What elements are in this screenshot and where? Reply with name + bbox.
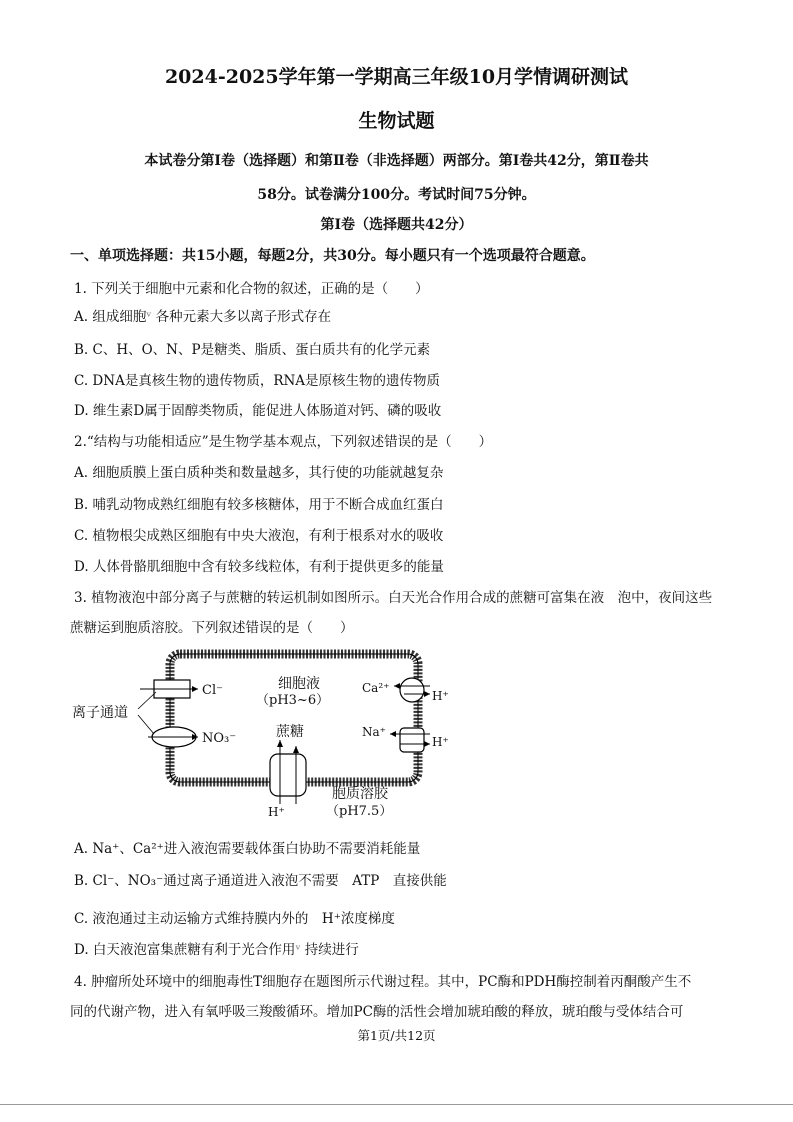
q3-option-b: B. Cl⁻、NO₃⁻通过离子通道进入液泡不需要 ATP 直接供能 <box>74 873 447 889</box>
q2-stem: 2.“结构与功能相适应”是生物学基本观点，下列叙述错误的是（ ） <box>74 434 493 450</box>
q4-line-2: 同的代谢产物，进入有氧呼吸三羧酸循环。增加PC酶的活性会增加琥珀酸的释放，琥珀酸与受体结合可 <box>70 1004 684 1020</box>
bottom-rule <box>0 1104 793 1105</box>
q1-option-a-start: A. 组成细胞 <box>74 309 147 325</box>
cell-sap-label: 细胞液 <box>278 676 320 692</box>
part1-heading: 一、单项选择题：共15小题，每题2分，共30分。每小题只有一个选项最符合题意。 <box>70 248 595 264</box>
ion-channel-label: 离子通道 <box>72 705 128 721</box>
q1-option-b: B. C、H、O、N、P是糖类、脂质、蛋白质共有的化学元素 <box>74 342 431 358</box>
q3-option-d: D. 白天液泡富集蔗糖有利于光合作用ᵛ 持续进行 <box>74 942 359 958</box>
sucrose-h-label: H⁺ <box>268 805 285 819</box>
cytosol-label: 胞质溶胶 <box>332 786 388 802</box>
na-label: Na⁺ <box>362 725 386 739</box>
q3-stem-line-1: 3. 植物液泡中部分离子与蔗糖的转运机制如图所示。白天光合作用合成的蔗糖可富集在液 泡中，夜间这些 <box>74 590 713 606</box>
q4-line-1: 4. 肿瘤所处环境中的细胞毒性T细胞存在题图所示代谢过程。其中，PC酶和PDH酶控制着丙酮酸产生不 <box>74 974 692 990</box>
vacuole-transport-diagram <box>70 642 449 822</box>
q1-option-a: A. 组成细胞ᵛ 各种元素大多以离子形式存在 <box>74 309 332 325</box>
q3-option-d-start: D. 白天液泡富集蔗糖有利于光合作用 <box>74 942 296 958</box>
q2-option-b: B. 哺乳动物成熟红细胞有较多核糖体，用于不断合成血红蛋白 <box>74 497 444 513</box>
ca-label: Ca²⁺ <box>362 681 390 695</box>
intro-line-2: 58分。试卷满分100分。考试时间75分钟。 <box>257 187 536 203</box>
sucrose-label: 蔗糖 <box>276 724 304 740</box>
na-h-antiporter <box>390 728 430 752</box>
section-heading: 第Ⅰ卷（选择题共42分） <box>320 217 473 233</box>
exam-title: 2024-2025学年第一学期高三年级10月学情调研测试 <box>164 66 629 88</box>
no3-channel <box>148 727 198 747</box>
na-h-label: H⁺ <box>432 735 449 749</box>
ca-h-label: H⁺ <box>432 689 449 703</box>
q1-stem: 1. 下列关于细胞中元素和化合物的叙述，正确的是（ ） <box>74 281 429 297</box>
q3-option-c: C. 液泡通过主动运输方式维持膜内外的 H⁺浓度梯度 <box>74 911 395 927</box>
q1-option-c: C. DNA是真核生物的遗传物质，RNA是原核生物的遗传物质 <box>74 373 441 389</box>
sucrose-transporter <box>270 740 306 804</box>
exam-subject: 生物试题 <box>358 110 435 132</box>
q3-stem-line-2: 蔗糖运到胞质溶胶。下列叙述错误的是（ ） <box>70 620 354 636</box>
q2-option-c: C. 植物根尖成熟区细胞有中央大液泡，有利于根系对水的吸收 <box>74 528 444 544</box>
cytosol-ph: （pH7.5） <box>326 804 393 819</box>
intro-line-1: 本试卷分第Ⅰ卷（选择题）和第Ⅱ卷（非选择题）两部分。第Ⅰ卷共42分，第Ⅱ卷共 <box>144 153 649 169</box>
no3-label: NO₃⁻ <box>202 731 237 746</box>
cl-channel <box>140 680 198 698</box>
cell-sap-ph: （pH3~6） <box>256 693 330 708</box>
ca-h-antiporter <box>394 678 430 702</box>
q2-option-a: A. 细胞质膜上蛋白质种类和数量越多，其行使的功能就越复杂 <box>74 465 444 481</box>
q3-option-d-end: 持续进行 <box>304 942 359 958</box>
q3-option-a: A. Na⁺、Ca²⁺进入液泡需要载体蛋白协助不需要消耗能量 <box>74 841 421 857</box>
q1-option-d: D. 维生素D属于固醇类物质，能促进人体肠道对钙、磷的吸收 <box>74 403 442 419</box>
q2-option-d: D. 人体骨骼肌细胞中含有较多线粒体，有利于提供更多的能量 <box>74 559 444 575</box>
q1-option-a-end: 各种元素大多以离子形式存在 <box>155 309 332 325</box>
page-footer: 第1页/共12页 <box>357 1028 436 1043</box>
cl-label: Cl⁻ <box>202 683 223 698</box>
